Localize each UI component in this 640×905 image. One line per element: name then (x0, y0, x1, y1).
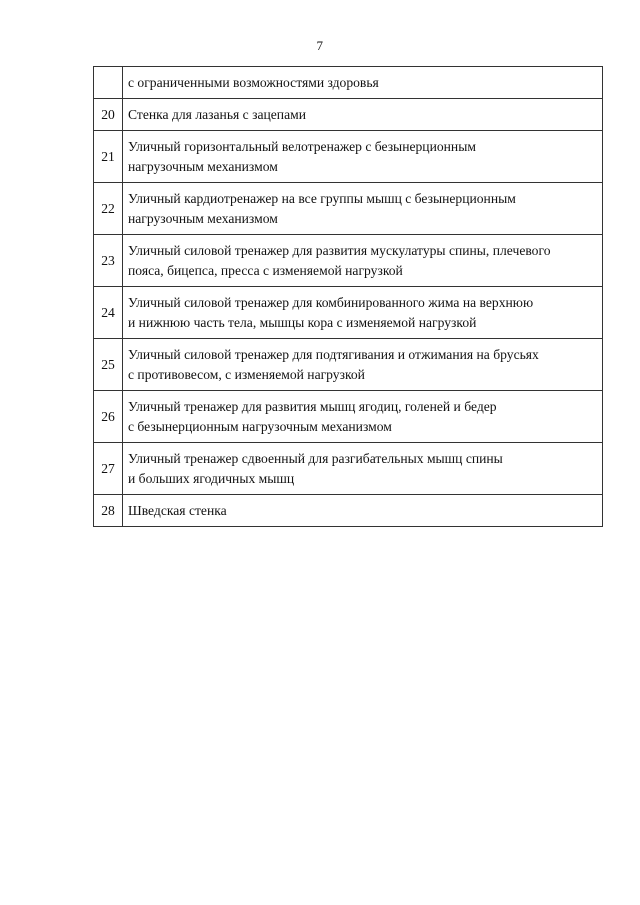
row-description (123, 287, 603, 339)
row-number: 27 (94, 443, 123, 495)
page-number: 7 (316, 38, 324, 53)
row-number: 23 (94, 235, 123, 287)
table-row (94, 339, 603, 391)
row-description (123, 131, 603, 183)
table-row (94, 495, 603, 527)
row-description (123, 339, 603, 391)
row-description (123, 183, 603, 235)
table-row (94, 67, 603, 99)
table-row (94, 235, 603, 287)
row-description (123, 235, 603, 287)
row-number: 26 (94, 391, 123, 443)
row-description-line: нагрузочным механизмом (128, 210, 278, 226)
row-description (123, 391, 603, 443)
row-number: 24 (94, 287, 123, 339)
table-row (94, 391, 603, 443)
row-description-line: с противовесом, с изменяемой нагрузкой (128, 366, 365, 382)
row-number: 25 (94, 339, 123, 391)
row-description-line: Стенка для лазанья с зацепами (128, 106, 306, 122)
row-description (123, 443, 603, 495)
row-number: 21 (94, 131, 123, 183)
row-description-line: Уличный силовой тренажер для подтягивания и отжимания на брусьях (128, 346, 539, 362)
row-number: 20 (94, 99, 123, 131)
row-description-line: нагрузочным механизмом (128, 158, 278, 174)
table-row (94, 287, 603, 339)
row-number: 28 (94, 495, 123, 527)
row-description-line: Уличный тренажер для развития мышц ягодиц, голеней и бедер (128, 398, 497, 414)
row-description-line: Уличный силовой тренажер для развития мускулатуры спины, плечевого (128, 242, 551, 258)
row-description-line: и больших ягодичных мышц (128, 470, 295, 486)
row-number: 22 (94, 183, 123, 235)
row-description-line: с ограниченными возможностями здоровья (128, 74, 379, 90)
row-number (94, 67, 123, 99)
row-description-line: Уличный кардиотренажер на все группы мышц с безынерционным (128, 190, 516, 206)
row-description (123, 67, 603, 99)
table-row (94, 183, 603, 235)
table-row (94, 131, 603, 183)
row-description (123, 99, 603, 131)
row-description (123, 495, 603, 527)
row-description-line: и нижнюю часть тела, мышцы кора с изменяемой нагрузкой (128, 314, 477, 330)
row-description-line: Уличный горизонтальный велотренажер с безынерционным (128, 138, 476, 154)
row-description-line: с безынерционным нагрузочным механизмом (128, 418, 392, 434)
row-description-line: Уличный силовой тренажер для комбинированного жима на верхнюю (128, 294, 534, 310)
table-row (94, 443, 603, 495)
table-row (94, 99, 603, 131)
row-description-line: Шведская стенка (128, 502, 227, 518)
equipment-table (93, 66, 603, 527)
row-description-line: Уличный тренажер сдвоенный для разгибательных мышц спины (128, 450, 503, 466)
row-description-line: пояса, бицепса, пресса с изменяемой нагрузкой (128, 262, 403, 278)
